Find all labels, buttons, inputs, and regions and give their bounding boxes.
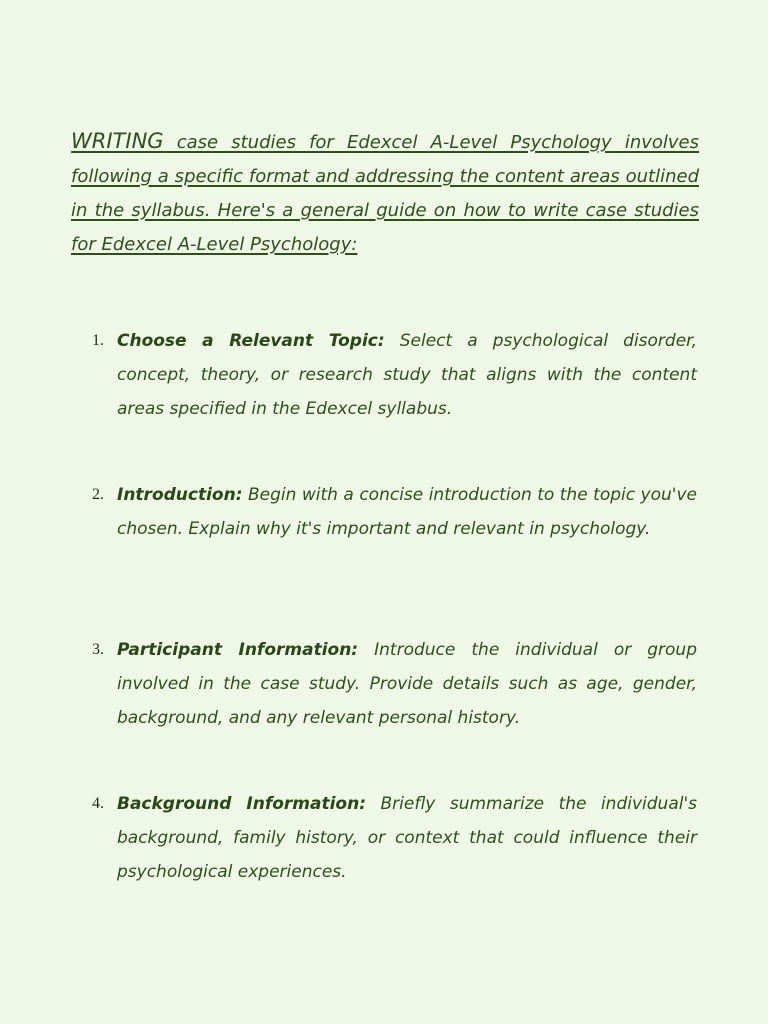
step-text: Select a psychological disorder, concept, theory, or research study that aligns with the content areas specified in the Edexcel syllabus. [117,331,697,419]
step-number: 4. [92,795,104,812]
step-title: Choose a Relevant Topic: [117,331,385,351]
step-body [117,324,697,426]
step-title: Introduction: [117,485,243,505]
step-number: 2. [92,486,104,503]
step-title: Participant Information: [117,640,359,660]
intro-lead-word: WRITING [71,129,164,153]
step-text: Introduce the individual or group involved in the case study. Provide details such as age, gender, background, and any relevant personal history. [117,640,697,728]
step-body [117,633,697,735]
step-number: 1. [92,332,104,349]
intro-paragraph [71,124,699,262]
step-title: Background Information: [117,794,367,814]
step-body [117,787,697,889]
step-number: 3. [92,641,104,658]
step-body [117,478,697,546]
intro-text: case studies for Edexcel A-Level Psychology involves following a specific format and addressing the content areas outlined in the syllabus. Here's a general guide on how to write case studies for Edexcel A-Level Psychology: [71,132,699,255]
step-text: Begin with a concise introduction to the topic you've chosen. Explain why it's important and relevant in psychology. [117,485,697,539]
step-text: Briefly summarize the individual's background, family history, or context that could influence their psychological experiences. [117,794,697,882]
